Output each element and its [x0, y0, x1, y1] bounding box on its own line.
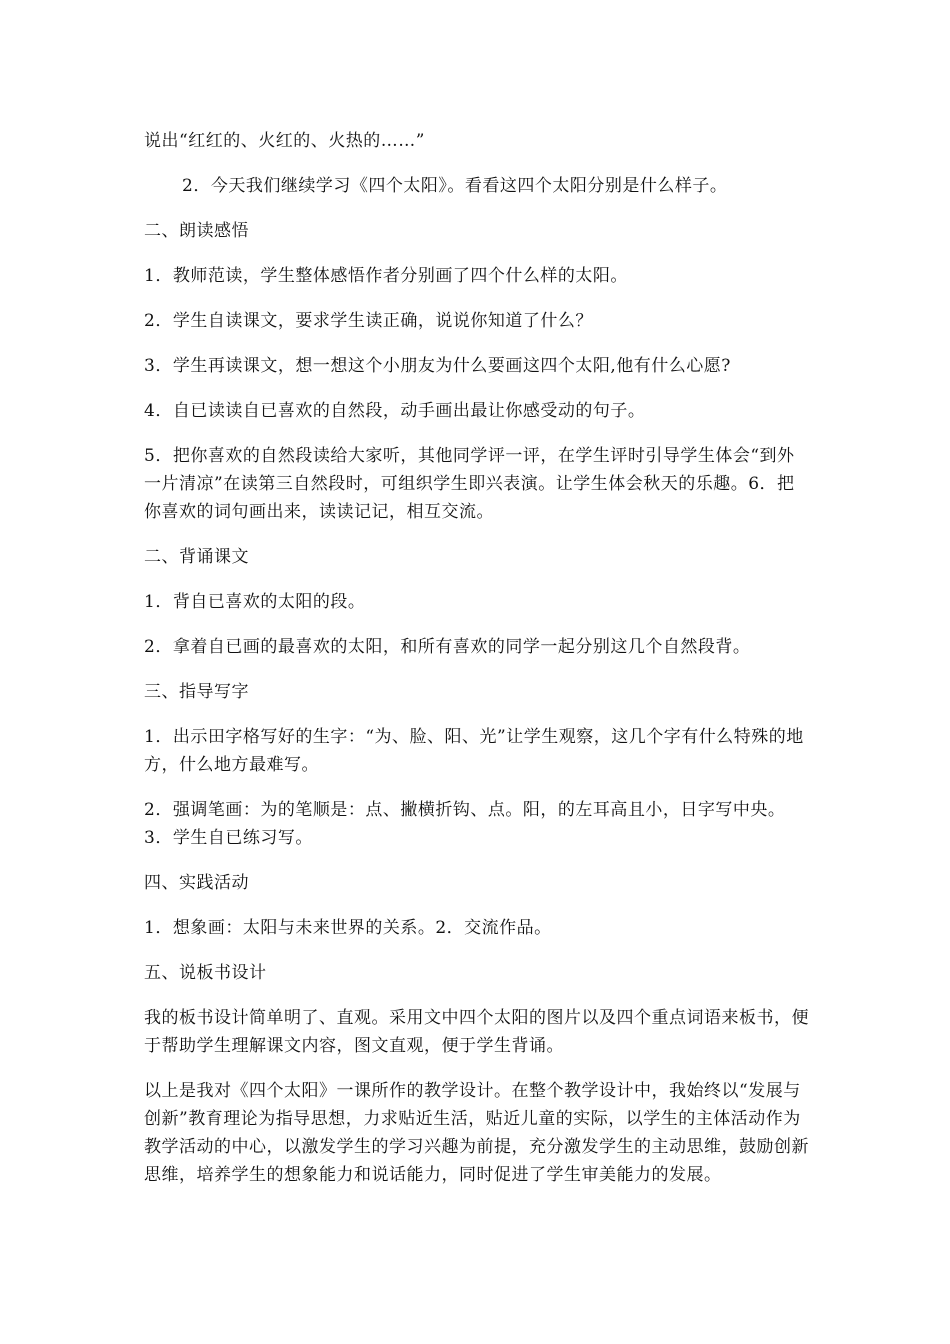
section-heading-board-design: 五、说板书设计: [144, 963, 267, 983]
section-heading-recitation: 二、背诵课文: [144, 547, 249, 567]
paragraph-reading-step-1: 1．教师范读，学生整体感悟作者分别画了四个什么样的太阳。: [144, 266, 628, 286]
paragraph-practice-steps: 1．想象画：太阳与未来世界的关系。2．交流作品。: [144, 918, 552, 938]
paragraph-recitation-step-2: 2．拿着自已画的最喜欢的太阳，和所有喜欢的同学一起分别这几个自然段背。: [144, 637, 751, 657]
paragraph-writing-step-2: 2．强调笔画：为的笔顺是：点、撇横折钩、点。阳，的左耳高且小，日字写中央。3．学生自已练习写。: [144, 800, 786, 848]
paragraph-conclusion: 以上是我对《四个太阳》一课所作的教学设计。在整个教学设计中，我始终以“发展与创新”教育理论为指导思想，力求贴近生活，贴近儿童的实际，以学生的主体活动作为教学活动的中心，以激发学生的学习兴趣为前提，充分激发学生的主动思维，鼓励创新思维，培养学生的想象能力和说话能力，同时促进了学生审美能力的发展。: [144, 1081, 809, 1185]
paragraph-reading-step-2: 2．学生自读课文，要求学生读正确，说说你知道了什么？: [144, 311, 593, 331]
paragraph-intro-answer: 说出“红红的、火红的、火热的……”: [144, 131, 425, 151]
section-heading-reading: 二、朗读感悟: [144, 221, 249, 241]
paragraph-reading-step-3: 3．学生再读课文，想一想这个小朋友为什么要画这四个太阳,他有什么心愿?: [144, 356, 731, 376]
document-body: [144, 127, 810, 1206]
paragraph-writing-step-1: 1．出示田字格写好的生字：“为、脸、阳、光”让学生观察，这几个字有什么特殊的地方，什么地方最难写。: [144, 727, 804, 775]
paragraph-recitation-step-1: 1．背自已喜欢的太阳的段。: [144, 592, 366, 612]
paragraph-intro-step-2: 2．今天我们继续学习《四个太阳》。看看这四个太阳分别是什么样子。: [182, 176, 728, 196]
paragraph-reading-step-4: 4．自已读读自已喜欢的自然段，动手画出最让你感受动的句子。: [144, 401, 646, 421]
paragraph-board-design: 我的板书设计简单明了、直观。采用文中四个太阳的图片以及四个重点词语来板书，便于帮助学生理解课文内容，图文直观，便于学生背诵。: [144, 1008, 809, 1056]
paragraph-reading-step-5: 5．把你喜欢的自然段读给大家听，其他同学评一评，在学生评时引导学生体会“到外一片清凉”在读第三自然段时，可组织学生即兴表演。让学生体会秋天的乐趣。6．把你喜欢的词句画出来，读读记记，相互交流。: [144, 446, 795, 522]
section-heading-writing: 三、指导写字: [144, 682, 249, 702]
section-heading-practice: 四、实践活动: [144, 873, 249, 893]
